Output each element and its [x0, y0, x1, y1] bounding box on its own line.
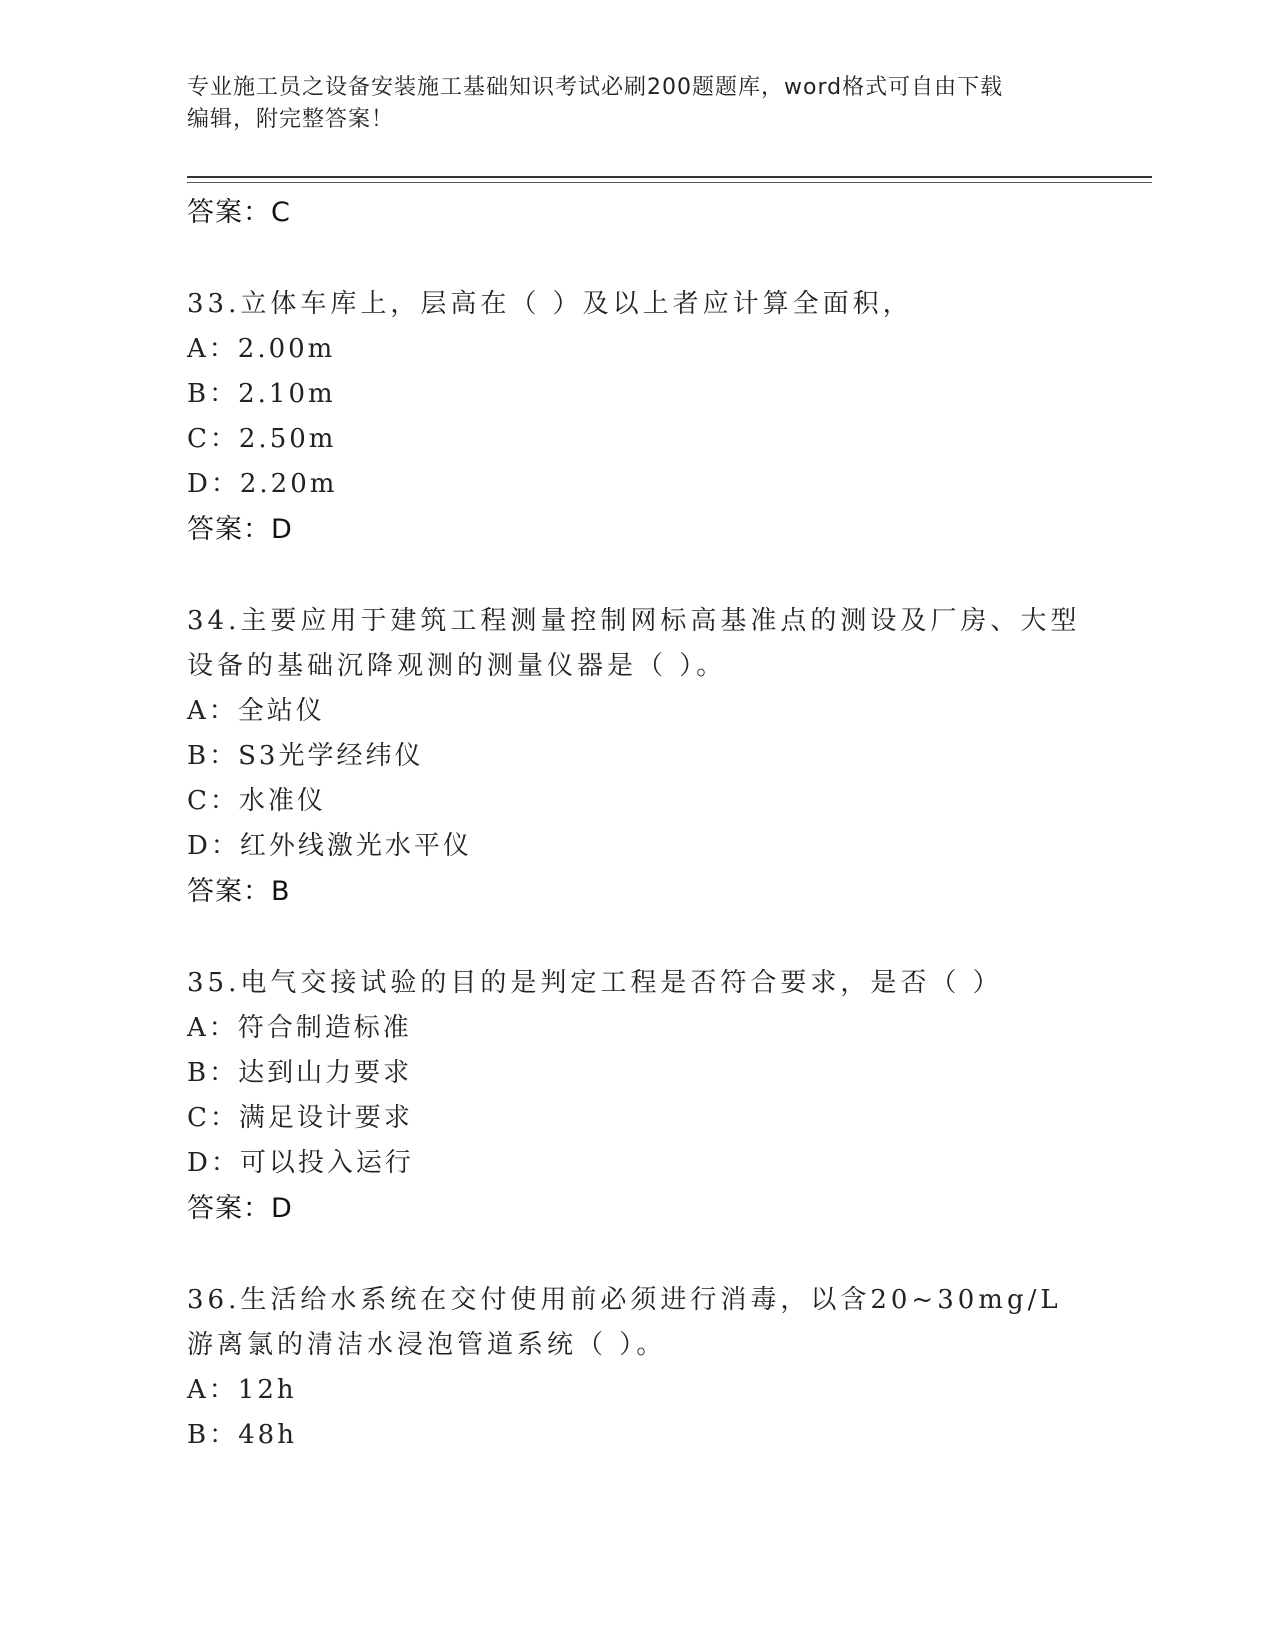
header-rule-thick [187, 176, 1152, 178]
question-35-option-a: A：符合制造标准 [187, 1013, 412, 1043]
question-34-text: 34.主要应用于建筑工程测量控制网标高基准点的测设及厂房、大型设备的基础沉降观测的测量仪器是（ ）。 [187, 606, 1081, 681]
question-33-answer: 答案：D [187, 514, 293, 545]
header-rule-thin [187, 182, 1152, 183]
question-34-option-b: B：S3光学经纬仪 [187, 741, 424, 771]
question-35-answer: 答案：D [187, 1193, 293, 1224]
question-35-option-c: C：满足设计要求 [187, 1103, 413, 1133]
question-34-option-d: D：红外线激光水平仪 [187, 831, 472, 861]
document-header [187, 72, 1067, 136]
question-35-option-d: D：可以投入运行 [187, 1148, 414, 1178]
question-33-option-a: A：2.00m [187, 334, 336, 364]
question-36-option-b: B：48h [187, 1420, 297, 1450]
header-title-line-2: 编辑，附完整答案！ [187, 107, 395, 132]
question-36-option-a: A：12h [187, 1375, 297, 1405]
question-34-option-c: C：水准仪 [187, 786, 326, 816]
question-33-text: 33.立体车库上，层高在（ ）及以上者应计算全面积， [187, 289, 913, 319]
question-33-option-d: D：2.20m [187, 469, 338, 499]
answer-prev: 答案：C [187, 197, 291, 228]
question-33-option-b: B：2.10m [187, 379, 336, 409]
question-list [187, 190, 1087, 1458]
header-title-line-1: 专业施工员之设备安装施工基础知识考试必刷200题题库，word格式可自由下载 [187, 75, 1004, 100]
question-34-option-a: A：全站仪 [187, 696, 325, 726]
question-35-option-b: B：达到山力要求 [187, 1058, 413, 1088]
question-36-text: 36.生活给水系统在交付使用前必须进行消毒，以含20~30mg/L游离氯的清洁水浸泡管道系统（ ）。 [187, 1285, 1062, 1360]
question-34-answer: 答案：B [187, 876, 291, 907]
question-33-option-c: C：2.50m [187, 424, 337, 454]
question-35-text: 35.电气交接试验的目的是判定工程是否符合要求，是否（ ） [187, 968, 1003, 998]
